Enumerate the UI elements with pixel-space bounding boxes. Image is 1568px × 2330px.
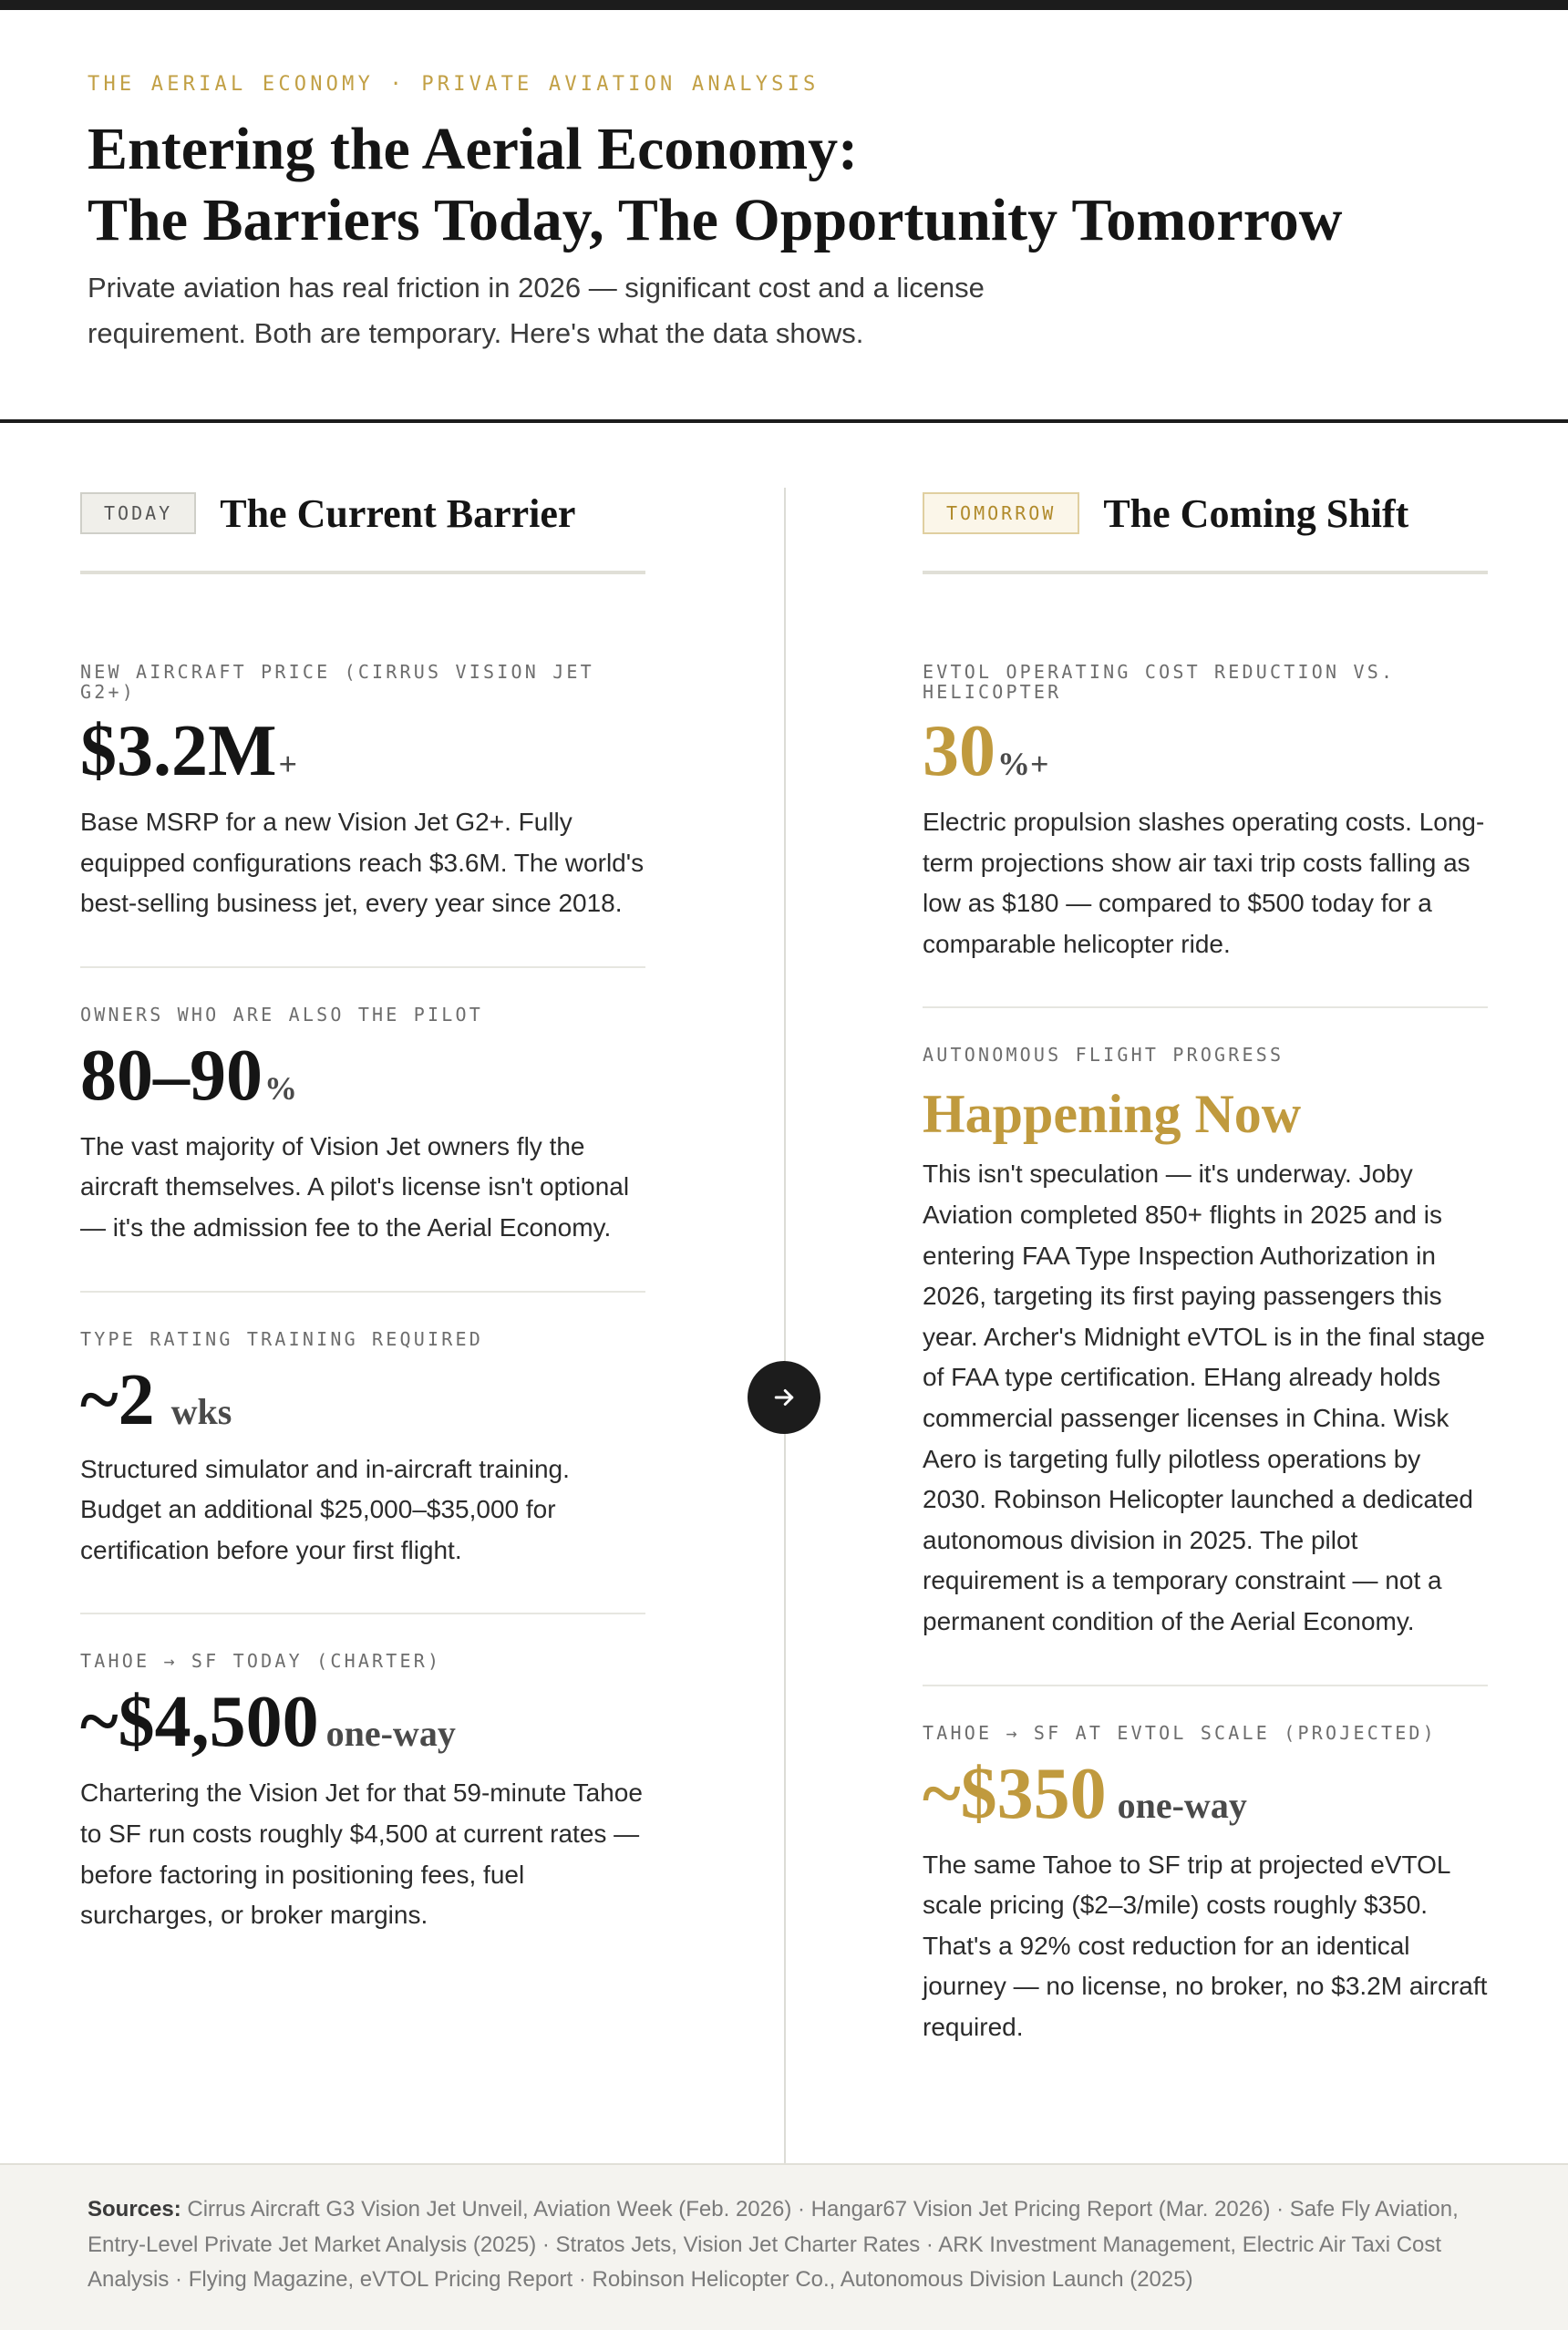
stat-autonomous-progress (923, 1008, 1488, 1686)
title-line-2: The Barriers Today, The Opportunity Tomorrow (88, 187, 1343, 253)
stat-description: Structured simulator and in-aircraft training. Budget an additional $25,000–$35,000 for certification before your first flight. (80, 1454, 570, 1564)
stat-description: Base MSRP for a new Vision Jet G2+. Fully equipped configurations reach $3.6M. The world's best-selling business jet, every year since 2018. (80, 808, 645, 918)
tomorrow-title: The Coming Shift (1103, 490, 1409, 536)
tomorrow-header (923, 490, 1488, 536)
header-divider (0, 419, 1568, 423)
stat-number: ~$4,500 (80, 1682, 319, 1763)
stat-number: 30 (923, 711, 995, 791)
stat-suffix: one-way (325, 1713, 456, 1755)
stat-suffix: % (264, 1069, 297, 1107)
stat-heading: Happening Now (923, 1084, 1302, 1145)
stat-value (923, 1753, 1488, 1834)
page-header (88, 73, 1455, 356)
stat-owner-pilots (80, 968, 645, 1293)
stat-aircraft-price (80, 662, 645, 968)
stat-number: $3.2M (80, 711, 277, 791)
tomorrow-tag: TOMORROW (923, 492, 1079, 534)
column-divider (784, 488, 786, 2163)
today-column (80, 490, 645, 1978)
stat-value (923, 1084, 1488, 1145)
stat-description: This isn't speculation — it's underway. Joby Aviation completed 850+ flights in 2025 and is entering FAA Type Inspection Authorization in 2026, targeting its first paying passengers this year. Archer's Midnight eVTOL is in the final stage of FAA type certification. EHang already holds commercial passenger licenses in China. Wisk Aero is targeting fully pilotless operations by 2030. Robinson Helicopter launched a dedicated autonomous division in 2025. The pilot requirement is a temporary constraint — not a permanent condition of the Aerial Economy. (923, 1160, 1485, 1635)
tomorrow-rule (923, 571, 1488, 574)
today-title: The Current Barrier (220, 490, 576, 536)
stat-label: NEW AIRCRAFT PRICE (CIRRUS VISION JET G2+) (80, 661, 594, 703)
stat-label: TAHOE → SF AT EVTOL SCALE (PROJECTED) (923, 1721, 1437, 1744)
stat-label: AUTONOMOUS FLIGHT PROGRESS (923, 1044, 1284, 1067)
today-tag: TODAY (80, 492, 196, 534)
stat-value (80, 1682, 645, 1763)
stat-suffix: wks (170, 1390, 232, 1432)
stat-label: TYPE RATING TRAINING REQUIRED (80, 1327, 483, 1350)
stat-description: The same Tahoe to SF trip at projected eVTOL scale pricing ($2–3/mile) costs roughly $350. That's a 92% cost reduction for an identical journey — no license, no broker, no $3.2M aircraft required. (923, 1850, 1488, 2041)
stat-value (80, 711, 645, 791)
today-rule (80, 571, 645, 574)
stat-description: Electric propulsion slashes operating costs. Long-term projections show air taxi trip costs falling as low as $180 — compared to $500 today for a comparable helicopter ride. (923, 808, 1485, 958)
stat-value (80, 1035, 645, 1116)
sources-list: Cirrus Aircraft G3 Vision Jet Unveil, Aviation Week (Feb. 2026) · Hangar67 Vision Jet Pricing Report (Mar. 2026) · Safe Fly Aviation, Entry-Level Private Jet Market Analysis (2025) · Stratos Jets, Vision Jet Charter Rates · ARK Investment Management, Electric Air Taxi Cost Analysis · Flying Magazine, eVTOL Pricing Report · Robinson Helicopter Co., Autonomous Division Launch (2025) (88, 2197, 1459, 2292)
today-header (80, 490, 645, 536)
tomorrow-column (923, 490, 1488, 2089)
eyebrow: THE AERIAL ECONOMY · PRIVATE AVIATION ANALYSIS (88, 73, 820, 96)
title-line-1: Entering the Aerial Economy: (88, 116, 859, 182)
sources-text (88, 2192, 1491, 2298)
top-bar (0, 0, 1568, 10)
page-subtitle: Private aviation has real friction in 2026 — significant cost and a license requirement. Both are temporary. Here's what the data shows. (88, 272, 985, 349)
stat-evtol-cost-reduction (923, 662, 1488, 1008)
stat-number: 80–90 (80, 1035, 263, 1116)
transition-arrow (748, 1361, 820, 1434)
sources-label: Sources: (88, 2197, 181, 2222)
sources-footer (0, 2163, 1568, 2330)
stat-suffix: + (278, 746, 298, 782)
stat-value (923, 711, 1488, 791)
stat-suffix: %+ (997, 746, 1049, 782)
arrow-right-icon (770, 1384, 798, 1411)
stat-label: TAHOE → SF TODAY (CHARTER) (80, 1650, 442, 1673)
stat-charter-cost (80, 1614, 645, 1977)
stat-type-rating (80, 1293, 645, 1615)
stat-label: EVTOL OPERATING COST REDUCTION VS. HELICOPTER (923, 661, 1396, 703)
stat-suffix: one-way (1117, 1784, 1247, 1826)
stat-label: OWNERS WHO ARE ALSO THE PILOT (80, 1003, 483, 1026)
stat-number: ~2 (80, 1359, 155, 1440)
stat-description: The vast majority of Vision Jet owners fly the aircraft themselves. A pilot's license isn't optional — it's the admission fee to the Aerial Economy. (80, 1131, 630, 1242)
stat-value (80, 1359, 645, 1440)
page-title (88, 114, 1455, 256)
stat-evtol-trip-cost (923, 1686, 1488, 2090)
stat-number: ~$350 (923, 1753, 1107, 1834)
stat-description: Chartering the Vision Jet for that 59-minute Tahoe to SF run costs roughly $4,500 at current rates — before factoring in positioning fees, fuel surcharges, or broker margins. (80, 1778, 643, 1930)
